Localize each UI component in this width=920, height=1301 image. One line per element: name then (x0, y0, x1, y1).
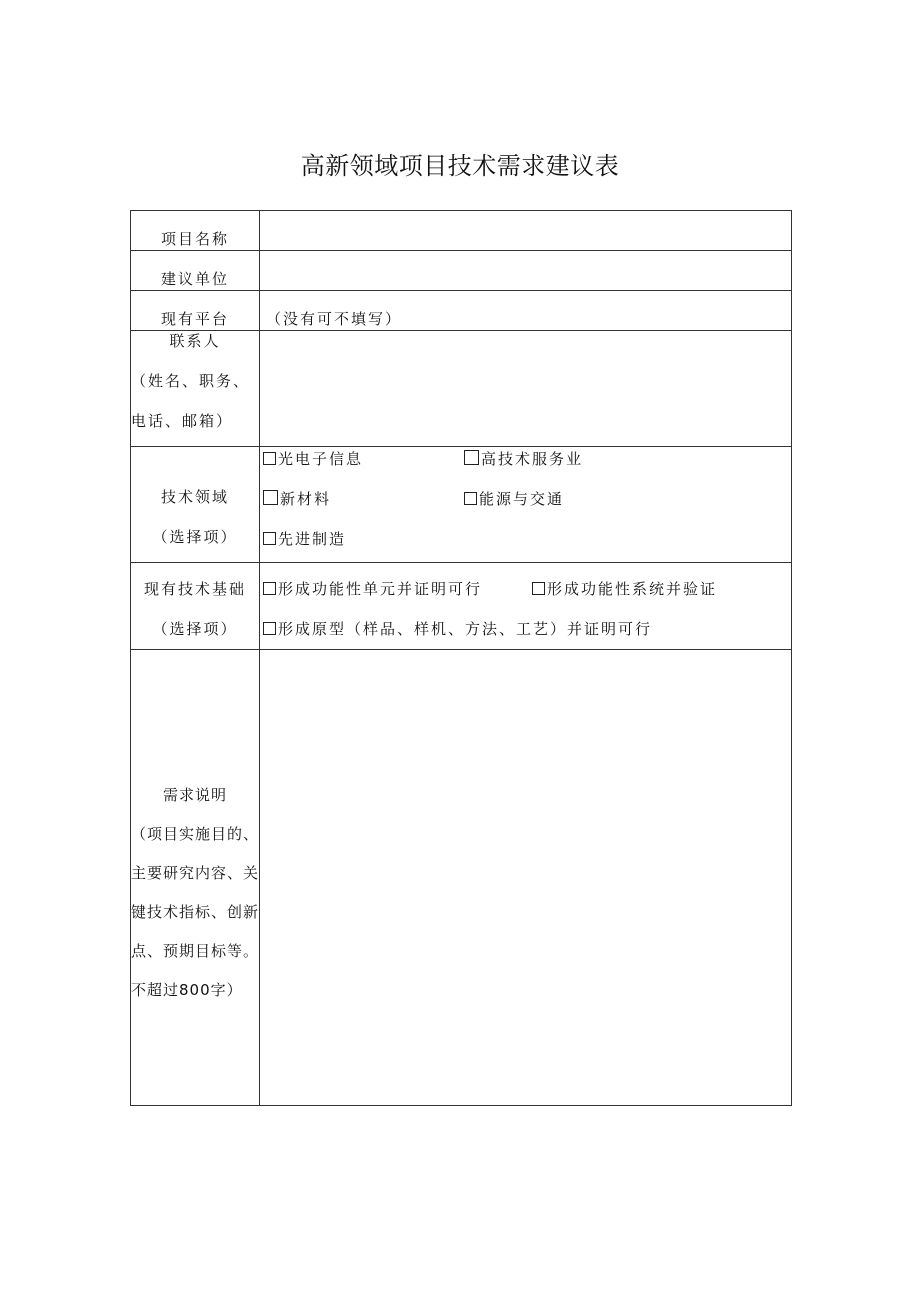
requirement-label-line3: 主要研究内容、关 (131, 864, 260, 882)
proposer-label: 建议单位 (160, 270, 229, 288)
option-label: 光电子信息 (278, 450, 364, 468)
platform-note: （没有可不填写） (266, 310, 403, 328)
proposal-form-table (130, 210, 792, 1106)
row-requirement (131, 650, 792, 1106)
checkbox-icon[interactable] (263, 582, 276, 595)
row-project-name (131, 211, 792, 251)
platform-field[interactable] (260, 291, 792, 331)
tech-base-label-line2: （选择项） (152, 620, 238, 638)
tech-field-label-cell (131, 447, 260, 563)
tech-base-options-cell (260, 563, 792, 650)
proposer-label-cell (131, 251, 260, 291)
tech-field-label (131, 447, 259, 557)
tech-field-options-cell (260, 447, 792, 563)
page-title: 高新领域项目技术需求建议表 (300, 152, 620, 180)
proposer-field[interactable] (260, 251, 792, 291)
requirement-label-line6: 不超过800字） (131, 981, 243, 999)
tech-base-label-line1: 现有技术基础 (143, 580, 246, 598)
requirement-label (131, 650, 259, 1010)
tech-base-label (131, 569, 259, 649)
contact-label-cell (131, 331, 260, 447)
tech-field-option[interactable] (263, 529, 346, 549)
tech-field-label-line1: 技术领域 (160, 488, 229, 506)
project-name-field[interactable] (260, 211, 792, 251)
option-label: 形成功能性系统并验证 (547, 580, 718, 598)
tech-base-options (260, 563, 791, 641)
tech-base-option[interactable] (263, 619, 652, 639)
row-tech-field (131, 447, 792, 563)
option-label: 能源与交通 (479, 490, 565, 508)
option-label: 形成功能性单元并证明可行 (278, 580, 483, 598)
requirement-label-line1: 需求说明 (162, 786, 227, 804)
requirement-field[interactable] (260, 650, 792, 1106)
tech-base-option[interactable] (532, 579, 717, 599)
contact-label-line1: 联系人 (169, 332, 221, 350)
checkbox-icon[interactable] (263, 490, 278, 505)
requirement-label-line5: 点、预期目标等。 (131, 942, 260, 960)
tech-field-option[interactable] (464, 449, 583, 469)
checkbox-icon[interactable] (464, 450, 479, 465)
contact-label-line3: 电话、邮箱） (131, 412, 234, 430)
checkbox-icon[interactable] (263, 532, 276, 545)
checkbox-icon[interactable] (464, 492, 477, 505)
tech-base-label-cell (131, 563, 260, 650)
option-label: 高技术服务业 (481, 450, 584, 468)
contact-label (131, 321, 259, 441)
tech-base-option[interactable] (263, 579, 482, 599)
checkbox-icon[interactable] (263, 622, 276, 635)
option-label: 形成原型（样品、样机、方法、工艺）并证明可行 (278, 620, 653, 638)
option-label: 先进制造 (278, 530, 347, 548)
project-name-label-cell (131, 211, 260, 251)
project-name-label: 项目名称 (160, 230, 229, 248)
requirement-label-line2: （项目实施目的、 (131, 825, 260, 843)
row-proposer (131, 251, 792, 291)
option-label: 新材料 (280, 490, 332, 508)
requirement-label-cell (131, 650, 260, 1106)
tech-field-option[interactable] (263, 449, 363, 469)
row-tech-base (131, 563, 792, 650)
contact-label-line2: （姓名、职务、 (131, 372, 251, 390)
row-contact (131, 331, 792, 447)
tech-field-option[interactable] (464, 489, 564, 509)
tech-field-label-line2: （选择项） (152, 528, 238, 546)
platform-label: 现有平台 (160, 310, 229, 328)
contact-field[interactable] (260, 331, 792, 447)
tech-field-options (260, 447, 791, 562)
tech-field-option[interactable] (263, 489, 331, 509)
requirement-label-line4: 键技术指标、创新 (131, 903, 260, 921)
checkbox-icon[interactable] (532, 582, 545, 595)
checkbox-icon[interactable] (263, 452, 276, 465)
